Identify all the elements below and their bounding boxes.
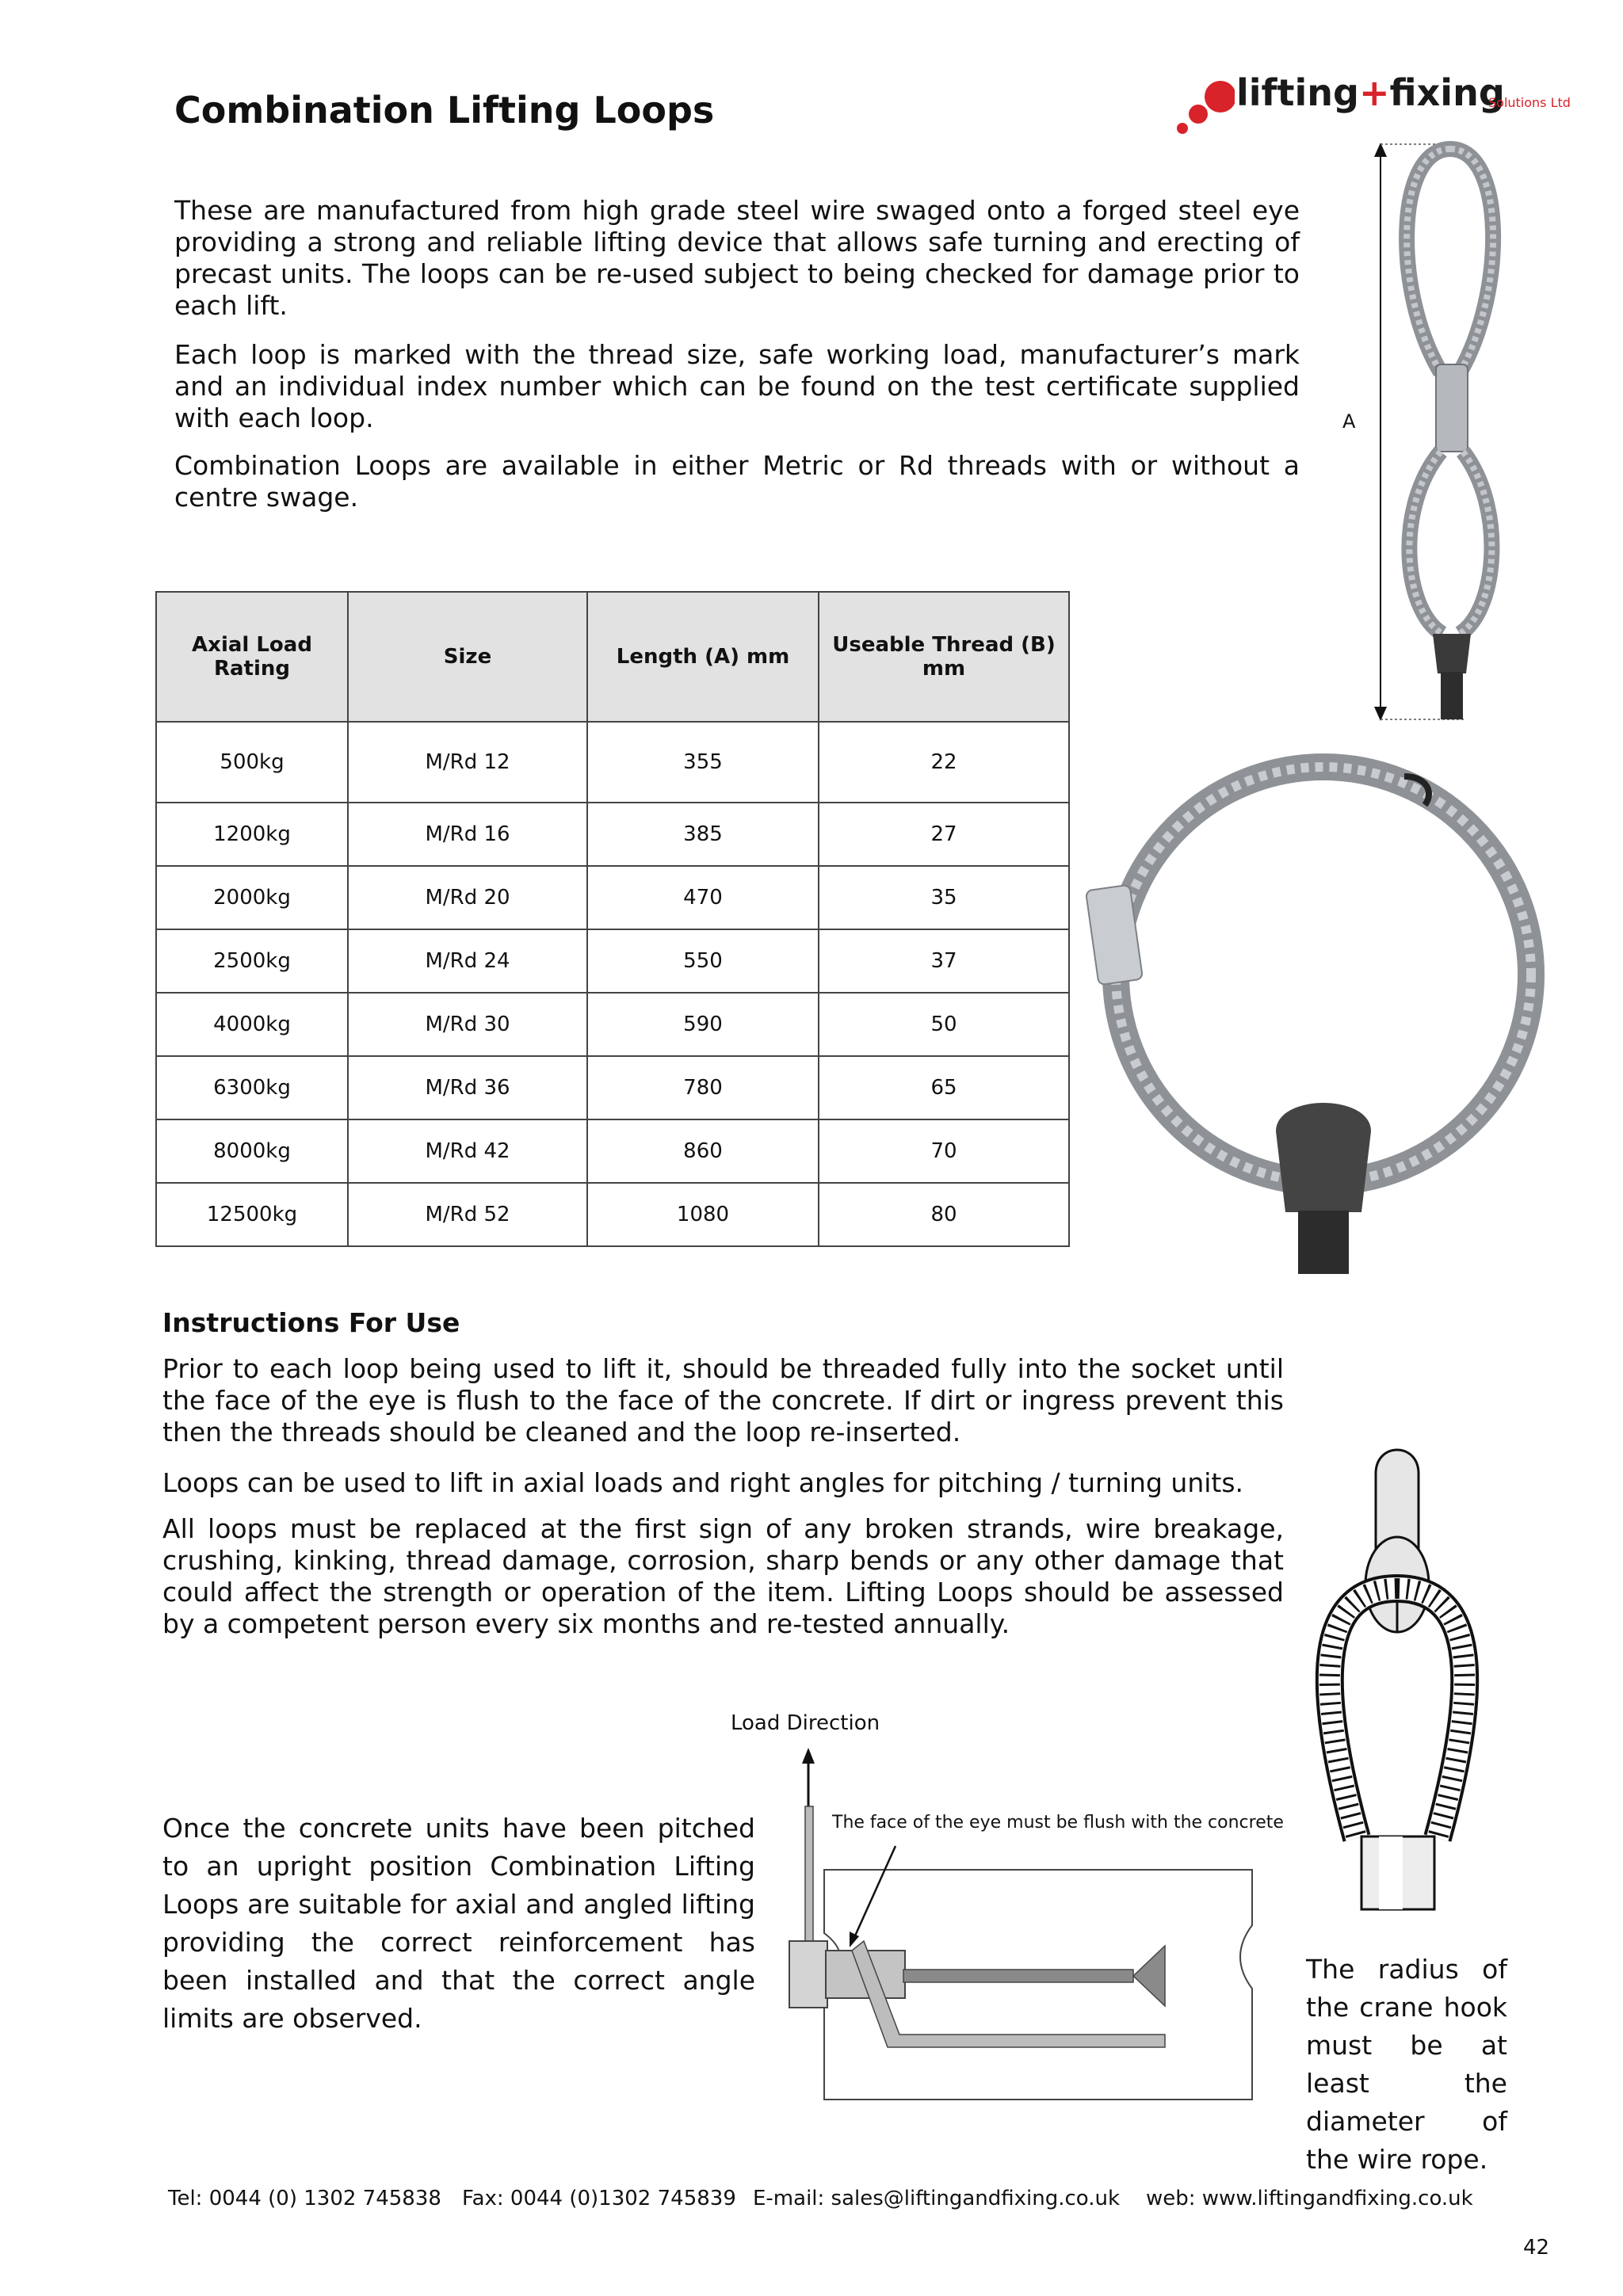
- logo-subtitle: Solutions Ltd: [1488, 95, 1571, 110]
- cell-length: 385: [587, 803, 819, 866]
- crane-hook-image: [1300, 1426, 1506, 1933]
- instructions-heading: Instructions For Use: [162, 1307, 460, 1338]
- dimension-label-a: A: [1342, 410, 1356, 433]
- table-row: [156, 1056, 1069, 1119]
- cell-size: M/Rd 42: [348, 1119, 587, 1183]
- cell-thread: 22: [819, 722, 1069, 803]
- intro-paragraph-2: Each loop is marked with the thread size, safe working load, manufacturer’s mark and an individual index number which can be found on the test certificate supplied with each loop.: [174, 339, 1300, 433]
- cell-length: 470: [587, 866, 819, 929]
- table-row: [156, 993, 1069, 1056]
- cell-load: 4000kg: [156, 993, 348, 1056]
- wire-loop-image: [1086, 745, 1553, 1283]
- table-row: [156, 722, 1069, 803]
- crane-hook-radius-note: The radius of the crane hook must be at least the diameter of the wire rope.: [1306, 1954, 1507, 2175]
- instructions-paragraph-1: Prior to each loop being used to lift it, should be threaded fully into the socket until the face of the eye is flush to the face of the concrete. If dirt or ingress prevent this then the threads should be cleaned and the loop re-inserted.: [162, 1353, 1284, 1447]
- cell-thread: 35: [819, 866, 1069, 929]
- cell-size: M/Rd 16: [348, 803, 587, 866]
- cell-thread: 37: [819, 929, 1069, 993]
- cell-load: 500kg: [156, 722, 348, 803]
- header-thread: Useable Thread (B) mm: [819, 592, 1069, 722]
- header-size: Size: [348, 592, 587, 722]
- cell-length: 860: [587, 1119, 819, 1183]
- table-header-row: [156, 592, 1069, 722]
- cell-length: 550: [587, 929, 819, 993]
- cell-load: 12500kg: [156, 1183, 348, 1246]
- pitched-units-paragraph: Once the concrete units have been pitched to an upright position Combination Lifting Loops are suitable for axial and angled lifting providing the correct reinforcement has been installed and that the correct angle limits are observed.: [162, 1813, 755, 2034]
- intro-paragraph-1: These are manufactured from high grade steel wire swaged onto a forged steel eye providing a strong and reliable lifting device that allows safe turning and erecting of precast units. The loops can be re-used subject to being checked for damage prior to each lift.: [174, 195, 1300, 321]
- footer-website[interactable]: web: www.liftingandfixing.co.uk: [1146, 2187, 1473, 2210]
- cell-length: 1080: [587, 1183, 819, 1246]
- header-axial-load: Axial Load Rating: [156, 592, 348, 722]
- table-row: [156, 929, 1069, 993]
- footer-email[interactable]: E-mail: sales@liftingandfixing.co.uk: [753, 2187, 1121, 2210]
- cell-length: 355: [587, 722, 819, 803]
- cell-thread: 65: [819, 1056, 1069, 1119]
- cell-size: M/Rd 30: [348, 993, 587, 1056]
- footer-telephone: Tel: 0044 (0) 1302 745838: [168, 2187, 441, 2210]
- lifting-loop-image: [1347, 135, 1553, 729]
- socket-diagram: [777, 1743, 1268, 2123]
- cell-size: M/Rd 36: [348, 1056, 587, 1119]
- cell-thread: 80: [819, 1183, 1069, 1246]
- header-length: Length (A) mm: [587, 592, 819, 722]
- table-row: [156, 1183, 1069, 1246]
- cell-thread: 27: [819, 803, 1069, 866]
- cell-size: M/Rd 24: [348, 929, 587, 993]
- flush-note-label: The face of the eye must be flush with the concrete: [832, 1813, 1284, 1833]
- intro-paragraph-3: Combination Loops are available in either Metric or Rd threads with or without a centre swage.: [174, 450, 1300, 513]
- page-number: 42: [1523, 2236, 1550, 2260]
- cell-size: M/Rd 52: [348, 1183, 587, 1246]
- table-row: [156, 866, 1069, 929]
- logo-dots-icon: [1171, 71, 1235, 143]
- load-direction-label: Load Direction: [731, 1711, 880, 1735]
- specification-table: [155, 591, 1070, 1247]
- cell-length: 590: [587, 993, 819, 1056]
- page-title: Combination Lifting Loops: [174, 89, 715, 132]
- cell-load: 2500kg: [156, 929, 348, 993]
- table-row: [156, 1119, 1069, 1183]
- logo-text: lifting+fixing: [1236, 71, 1505, 114]
- table-row: [156, 803, 1069, 866]
- cell-load: 1200kg: [156, 803, 348, 866]
- cell-load: 8000kg: [156, 1119, 348, 1183]
- cell-length: 780: [587, 1056, 819, 1119]
- cell-size: M/Rd 12: [348, 722, 587, 803]
- footer-fax: Fax: 0044 (0)1302 745839: [462, 2187, 736, 2210]
- cell-load: 2000kg: [156, 866, 348, 929]
- company-logo: [1171, 71, 1571, 143]
- cell-thread: 70: [819, 1119, 1069, 1183]
- cell-thread: 50: [819, 993, 1069, 1056]
- instructions-paragraph-2: Loops can be used to lift in axial loads and right angles for pitching / turning units.: [162, 1467, 1244, 1498]
- cell-size: M/Rd 20: [348, 866, 587, 929]
- cell-load: 6300kg: [156, 1056, 348, 1119]
- instructions-paragraph-3: All loops must be replaced at the first sign of any broken strands, wire breakage, crushing, kinking, thread damage, corrosion, sharp bends or any other damage that could affect the strength or operation of the item. Lifting Loops should be assessed by a competent person every six months and re-tested annually.: [162, 1513, 1284, 1639]
